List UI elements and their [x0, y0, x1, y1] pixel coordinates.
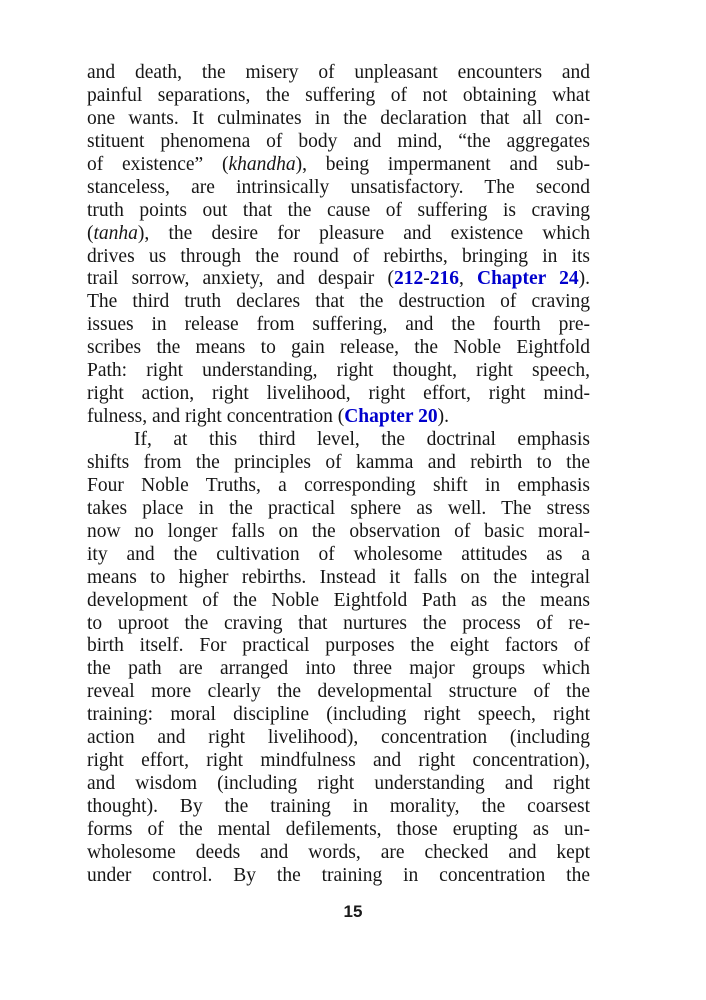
text-segment: (	[87, 222, 94, 244]
text-line	[87, 727, 590, 750]
text-line	[87, 842, 590, 865]
cross-reference-link[interactable]: Chapter 24	[476, 268, 579, 290]
text-segment: If, at this third level, the doctrinal emphasis	[134, 429, 590, 450]
text-line	[87, 154, 590, 177]
text-segment: The third truth declares that the destruction of craving	[87, 291, 590, 313]
text-line	[87, 613, 590, 636]
text-line	[87, 62, 590, 85]
text-segment: Four Noble Truths, a corresponding shift in emphasis	[87, 474, 590, 496]
text-line	[87, 406, 590, 429]
text-segment: takes place in the practical sphere as well. The stress	[87, 497, 590, 519]
text-line	[87, 337, 590, 360]
text-segment: means to higher rebirths. Instead it falls on the integral	[87, 566, 590, 588]
text-segment: development of the Noble Eightfold Path as the means	[87, 589, 590, 611]
text-segment: reveal more clearly the developmental structure of the	[87, 681, 590, 703]
text-line	[87, 704, 590, 727]
text-segment: ity and the cultivation of wholesome attitudes as a	[87, 543, 590, 565]
text-segment: ), the desire for pleasure and existence which	[137, 222, 590, 244]
text-line	[87, 200, 590, 223]
paragraph	[87, 429, 590, 888]
text-segment: wholesome deeds and words, are checked and kept	[87, 841, 590, 863]
text-line	[87, 291, 590, 314]
cross-reference-link[interactable]: Chapter 20	[344, 406, 438, 428]
text-line	[87, 681, 590, 704]
text-line	[87, 475, 590, 498]
text-segment: to uproot the craving that nurtures the process of re-	[87, 612, 590, 634]
text-line	[87, 223, 590, 246]
text-segment: ,	[458, 268, 477, 290]
text-segment: drives us through the round of rebirths, bringing in its	[87, 245, 590, 267]
text-line	[87, 635, 590, 658]
text-segment: forms of the mental defilements, those erupting as un-	[87, 818, 590, 840]
text-line	[87, 865, 590, 888]
text-block	[87, 62, 590, 888]
text-line	[87, 360, 590, 383]
text-segment: right action, right livelihood, right effort, right mind-	[87, 383, 590, 405]
text-line	[87, 131, 590, 154]
text-segment: truth points out that the cause of suffering is craving	[87, 199, 590, 221]
text-segment: Path: right understanding, right thought, right speech,	[87, 360, 590, 382]
text-line	[87, 429, 590, 452]
text-segment: painful separations, the suffering of not obtaining what	[87, 84, 590, 106]
text-line	[87, 452, 590, 475]
paragraph	[87, 62, 590, 429]
text-segment: one wants. It culminates in the declaration that all con-	[87, 107, 590, 129]
italic-term: khandha	[228, 153, 296, 175]
text-line	[87, 658, 590, 681]
text-segment: stituent phenomena of body and mind, “the aggregates	[87, 130, 590, 152]
text-segment: -	[423, 268, 430, 290]
italic-term: tanha	[93, 222, 138, 244]
text-segment: now no longer falls on the observation of basic moral-	[87, 520, 590, 542]
text-segment: ), being impermanent and sub-	[295, 153, 590, 175]
page-number: 15	[343, 902, 363, 921]
text-segment: right effort, right mindfulness and right concentration),	[87, 750, 590, 772]
text-line	[87, 268, 590, 291]
text-segment: training: moral discipline (including right speech, right	[87, 704, 590, 726]
text-segment: the path are arranged into three major groups which	[87, 658, 590, 680]
text-line	[87, 177, 590, 200]
text-line	[87, 498, 590, 521]
text-segment: trail sorrow, anxiety, and despair (	[87, 268, 394, 290]
text-line	[87, 544, 590, 567]
text-line	[87, 750, 590, 773]
text-segment: and death, the misery of unpleasant encounters and	[87, 62, 590, 83]
text-segment: action and right livelihood), concentration (including	[87, 727, 590, 749]
text-line	[87, 819, 590, 842]
cross-reference-link[interactable]: 216	[429, 268, 459, 290]
text-line	[87, 85, 590, 108]
text-segment: thought). By the training in morality, the coarsest	[87, 796, 590, 817]
text-line	[87, 590, 590, 613]
text-line	[87, 521, 590, 544]
text-segment: under control. By the training in concentration the	[87, 864, 590, 886]
text-segment: shifts from the principles of kamma and rebirth to the	[87, 451, 590, 473]
text-segment: fulness, and right concentration (	[87, 406, 345, 428]
cross-reference-link[interactable]: 212	[393, 268, 424, 290]
text-segment: ).	[437, 406, 449, 428]
text-segment: ).	[578, 268, 590, 290]
text-line	[87, 567, 590, 590]
text-segment: of existence” (	[87, 153, 229, 175]
text-segment: and wisdom (including right understanding and right	[87, 773, 590, 795]
text-line	[87, 108, 590, 131]
text-line	[87, 383, 590, 406]
text-line	[87, 796, 590, 819]
text-segment: scribes the means to gain release, the Noble Eightfold	[87, 337, 590, 359]
text-line	[87, 773, 590, 796]
text-line	[87, 246, 590, 269]
text-line	[87, 314, 590, 337]
text-segment: issues in release from suffering, and the fourth pre-	[87, 314, 590, 336]
text-segment: stanceless, are intrinsically unsatisfactory. The second	[87, 176, 590, 198]
text-segment: birth itself. For practical purposes the eight factors of	[87, 635, 590, 657]
